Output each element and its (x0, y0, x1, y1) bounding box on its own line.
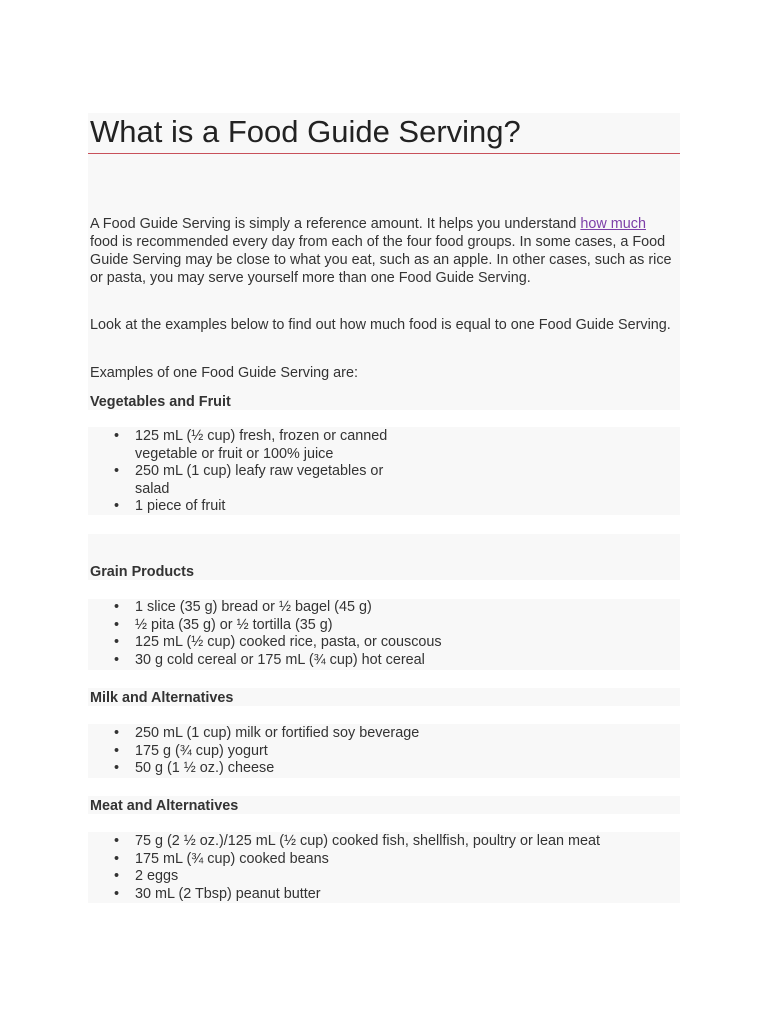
examples-intro-paragraph: Look at the examples below to find out how much food is equal to one Food Guide Serving. (90, 317, 671, 333)
intro-text-end: food is recommended every day from each of the four food groups. In some cases, a Food Guide Serving may be close to what you eat, such as an apple. In other cases, such as rice or pasta, you may serve yourself more than one Food Guide Serving. (90, 234, 672, 286)
list-item: • 175 g (¾ cup) yogurt (88, 743, 419, 761)
list-item: • 250 mL (1 cup) leafy raw vegetables or salad (88, 463, 410, 498)
examples-label: Examples of one Food Guide Serving are: (90, 365, 358, 381)
how-much-link[interactable]: how much (580, 216, 646, 232)
document-page (88, 113, 680, 902)
list-item: • 125 mL (½ cup) cooked rice, pasta, or couscous (88, 634, 442, 652)
list-item: • 50 g (1 ½ oz.) cheese (88, 760, 419, 778)
heading-vegetables-fruit: Vegetables and Fruit (90, 394, 231, 410)
heading-grain-products: Grain Products (90, 564, 194, 580)
list-item: • 125 mL (½ cup) fresh, frozen or canned vegetable or fruit or 100% juice (88, 428, 410, 463)
list-item: • 1 piece of fruit (88, 498, 410, 516)
grain-products-list (88, 599, 442, 669)
heading-milk-alternatives: Milk and Alternatives (90, 690, 234, 706)
list-item: • 30 g cold cereal or 175 mL (¾ cup) hot cereal (88, 652, 442, 670)
intro-paragraph (90, 215, 672, 287)
intro-section (88, 154, 680, 410)
list-item: • 30 mL (2 Tbsp) peanut butter (88, 886, 600, 904)
vegetables-fruit-list (88, 428, 410, 516)
milk-alternatives-list (88, 725, 419, 778)
list-item: • 175 mL (¾ cup) cooked beans (88, 851, 600, 869)
list-item: • 1 slice (35 g) bread or ½ bagel (45 g) (88, 599, 442, 617)
page-title: What is a Food Guide Serving? (90, 114, 521, 149)
list-item: • 250 mL (1 cup) milk or fortified soy beverage (88, 725, 419, 743)
heading-meat-alternatives: Meat and Alternatives (90, 798, 239, 814)
title-block (88, 113, 680, 154)
list-item: • 2 eggs (88, 868, 600, 886)
list-item: • ½ pita (35 g) or ½ tortilla (35 g) (88, 617, 442, 635)
meat-alternatives-list (88, 833, 600, 903)
list-item: • 75 g (2 ½ oz.)/125 mL (½ cup) cooked fish, shellfish, poultry or lean meat (88, 833, 600, 851)
intro-text-start: A Food Guide Serving is simply a reference amount. It helps you understand (90, 216, 581, 232)
